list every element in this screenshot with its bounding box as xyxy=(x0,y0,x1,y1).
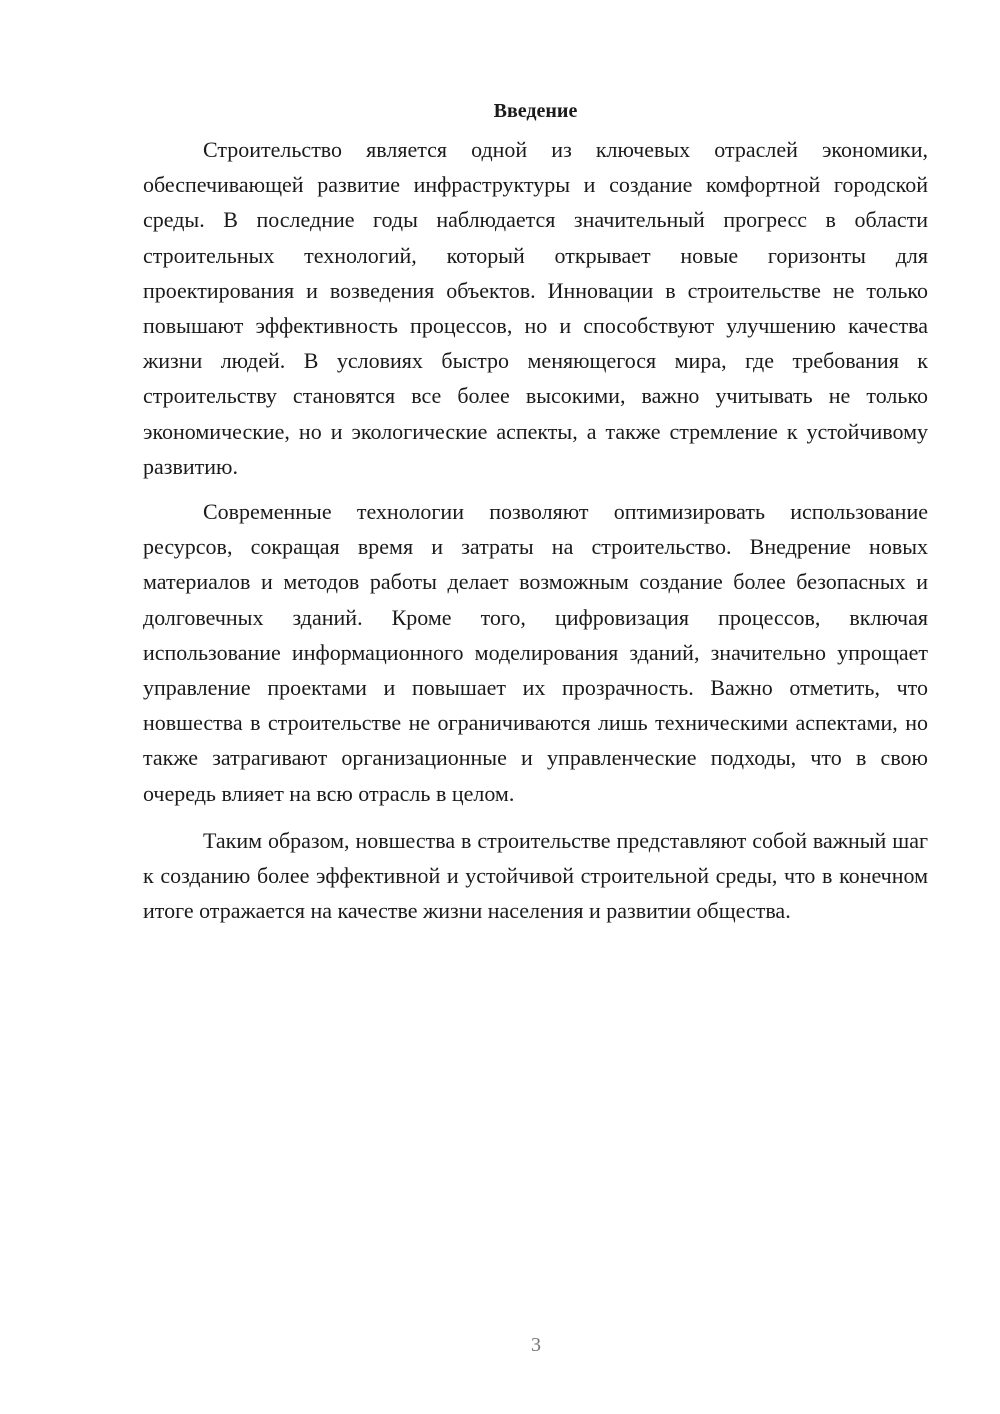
document-body xyxy=(143,96,928,928)
paragraph-2: Современные технологии позволяют оптимизировать использование ресурсов, сокращая время и затраты на строительство. Внедрение новых материалов и методов работы делает возможным создание более безопасных и долговечных зданий. Кроме того, цифровизация процессов, включая использование информационного моделирования зданий, значительно упрощает управление проектами и повышает их прозрачность. Важно отметить, что новшества в строительстве не ограничиваются лишь техническими аспектами, но также затрагивают организационные и управленческие подходы, что в свою очередь влияет на всю отрасль в целом. xyxy=(143,499,928,806)
paragraph-1: Строительство является одной из ключевых отраслей экономики, обеспечивающей развитие инфраструктуры и создание комфортной городской среды. В последние годы наблюдается значительный прогресс в области строительных технологий, который открывает новые горизонты для проектирования и возведения объектов. Инновации в строительстве не только повышают эффективность процессов, но и способствуют улучшению качества жизни людей. В условиях быстро меняющегося мира, где требования к строительству становятся все более высокими, важно учитывать не только экономические, но и экологические аспекты, а также стремление к устойчивому развитию. xyxy=(143,137,928,479)
paragraph-3: Таким образом, новшества в строительстве представляют собой важный шаг к созданию более эффективной и устойчивой строительной среды, что в конечном итоге отражается на качестве жизни населения и развитии общества. xyxy=(143,827,928,924)
section-heading: Введение xyxy=(493,100,578,122)
page-number: 3 xyxy=(531,1334,541,1356)
